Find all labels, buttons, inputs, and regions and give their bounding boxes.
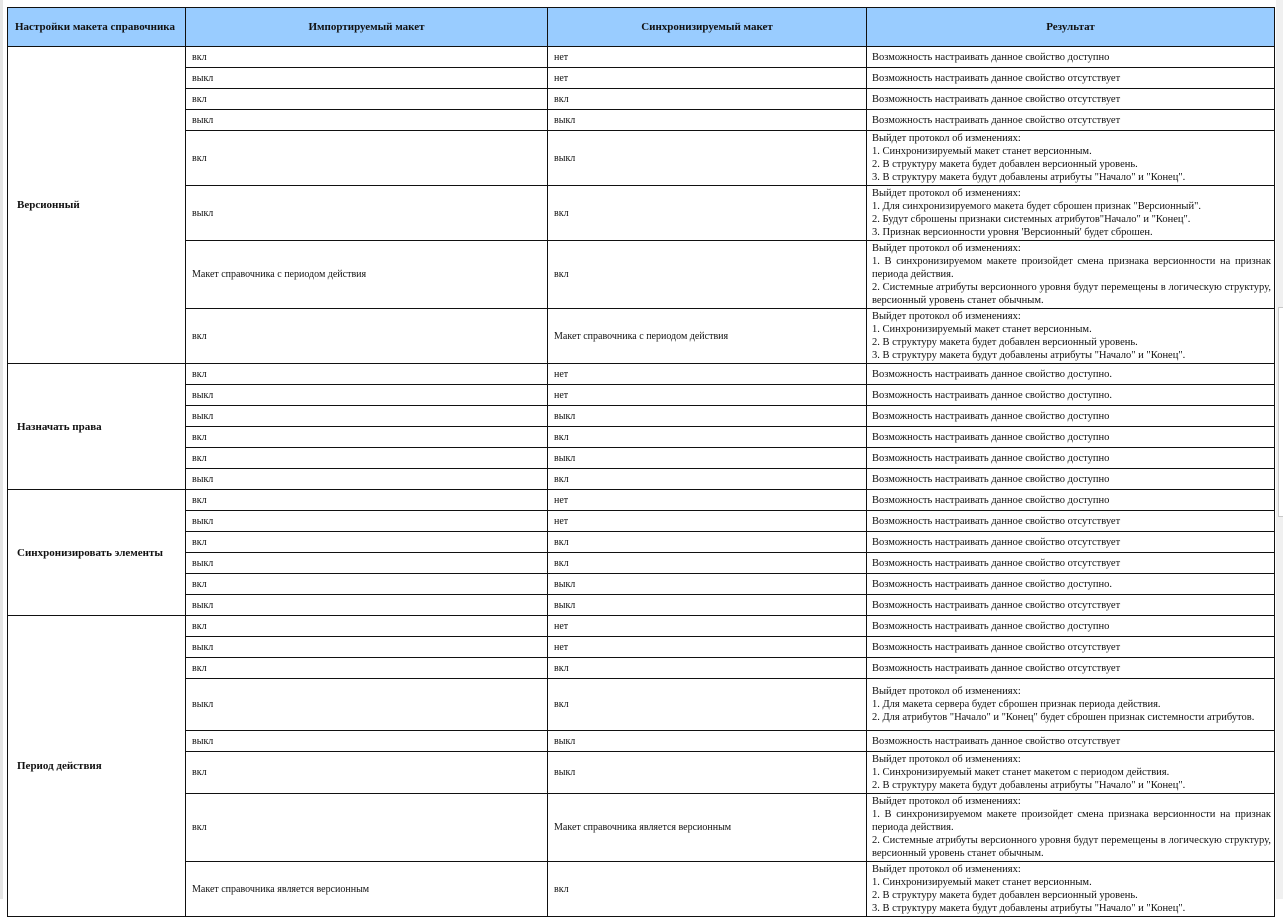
- table-body: [8, 47, 1275, 917]
- result-heading: Выйдет протокол об изменениях:: [872, 686, 1021, 697]
- imported-value: вкл: [186, 532, 548, 553]
- result-line: 1. Синхронизируемый макет станет макетом с периодом действия.: [872, 767, 1170, 778]
- table-row: [8, 616, 1275, 637]
- group-name: Синхронизировать элементы: [8, 490, 186, 616]
- result-line: 1. Синхронизируемый макет станет версионным.: [872, 877, 1092, 888]
- synced-value: нет: [548, 385, 867, 406]
- group-name: Период действия: [8, 616, 186, 917]
- result-value: [867, 574, 1275, 595]
- table-row: [8, 241, 1275, 309]
- synced-value: нет: [548, 616, 867, 637]
- result-line: 2. В структуру макета будут добавлены атрибуты "Начало" и "Конец".: [872, 780, 1186, 791]
- table-row: [8, 595, 1275, 616]
- imported-value: выкл: [186, 731, 548, 752]
- result-heading: Выйдет протокол об изменениях:: [872, 864, 1021, 875]
- result-line: 3. В структуру макета будут добавлены атрибуты "Начало" и "Конец".: [872, 350, 1186, 361]
- synced-value: выкл: [548, 448, 867, 469]
- result-heading: Выйдет протокол об изменениях:: [872, 133, 1021, 144]
- table-row: [8, 731, 1275, 752]
- table-row: [8, 186, 1275, 241]
- table-row: [8, 406, 1275, 427]
- result-line: 1. Для синхронизируемого макета будет сброшен признак "Версионный".: [872, 201, 1202, 212]
- result-value: [867, 553, 1275, 574]
- synced-value: Макет справочника с периодом действия: [548, 309, 867, 364]
- result-value: [867, 110, 1275, 131]
- result-heading: Выйдет протокол об изменениях:: [872, 311, 1021, 322]
- result-line: Возможность настраивать данное свойство отсутствует: [872, 735, 1121, 747]
- result-value: [867, 309, 1275, 364]
- result-line: 1. Для макета сервера будет сброшен признак периода действия.: [872, 699, 1161, 710]
- synced-value: вкл: [548, 469, 867, 490]
- result-line: Возможность настраивать данное свойство доступно.: [872, 368, 1112, 380]
- table-row: [8, 309, 1275, 364]
- synced-value: нет: [548, 47, 867, 68]
- table-row: [8, 427, 1275, 448]
- result-heading: Выйдет протокол об изменениях:: [872, 243, 1021, 254]
- scrollbar-thumb[interactable]: [1278, 307, 1283, 517]
- result-value: [867, 679, 1275, 731]
- result-value: [867, 89, 1275, 110]
- table-row: [8, 89, 1275, 110]
- synced-value: вкл: [548, 553, 867, 574]
- table-row: [8, 47, 1275, 68]
- result-line: 2. В структуру макета будет добавлен версионный уровень.: [872, 159, 1138, 170]
- result-value: [867, 490, 1275, 511]
- result-value: [867, 406, 1275, 427]
- header-settings: Настройки макета справочника: [8, 8, 186, 47]
- result-line: Возможность настраивать данное свойство доступно: [872, 473, 1110, 485]
- result-value: [867, 532, 1275, 553]
- result-line: Возможность настраивать данное свойство отсутствует: [872, 536, 1121, 548]
- imported-value: вкл: [186, 427, 548, 448]
- synced-value: выкл: [548, 731, 867, 752]
- table-row: [8, 794, 1275, 862]
- result-line: 1. В синхронизируемом макете произойдет смена признака версионности на признак периода действия.: [872, 809, 1271, 833]
- result-line: Возможность настраивать данное свойство доступно: [872, 620, 1110, 632]
- synced-value: нет: [548, 637, 867, 658]
- imported-value: выкл: [186, 511, 548, 532]
- result-line: Возможность настраивать данное свойство доступно.: [872, 578, 1112, 590]
- synced-value: вкл: [548, 679, 867, 731]
- result-line: Возможность настраивать данное свойство отсутствует: [872, 114, 1121, 126]
- imported-value: выкл: [186, 68, 548, 89]
- imported-value: выкл: [186, 186, 548, 241]
- imported-value: выкл: [186, 679, 548, 731]
- synced-value: выкл: [548, 595, 867, 616]
- synced-value: выкл: [548, 574, 867, 595]
- result-value: [867, 364, 1275, 385]
- result-line: Возможность настраивать данное свойство отсутствует: [872, 515, 1121, 527]
- imported-value: вкл: [186, 89, 548, 110]
- result-line: 1. Синхронизируемый макет станет версионным.: [872, 146, 1092, 157]
- synced-value: вкл: [548, 89, 867, 110]
- imported-value: выкл: [186, 553, 548, 574]
- table-row: [8, 131, 1275, 186]
- imported-value: вкл: [186, 490, 548, 511]
- result-value: [867, 385, 1275, 406]
- table-row: [8, 679, 1275, 731]
- imported-value: выкл: [186, 469, 548, 490]
- synced-value: выкл: [548, 406, 867, 427]
- result-value: [867, 448, 1275, 469]
- result-line: 2. В структуру макета будет добавлен версионный уровень.: [872, 337, 1138, 348]
- synced-value: вкл: [548, 241, 867, 309]
- result-value: [867, 731, 1275, 752]
- synced-value: вкл: [548, 658, 867, 679]
- synced-value: выкл: [548, 752, 867, 794]
- result-heading: Выйдет протокол об изменениях:: [872, 796, 1021, 807]
- table-row: [8, 658, 1275, 679]
- result-value: [867, 131, 1275, 186]
- synced-value: нет: [548, 490, 867, 511]
- table-row: [8, 574, 1275, 595]
- result-line: 3. В структуру макета будут добавлены атрибуты "Начало" и "Конец".: [872, 172, 1186, 183]
- result-line: Возможность настраивать данное свойство доступно: [872, 410, 1110, 422]
- result-line: Возможность настраивать данное свойство отсутствует: [872, 641, 1121, 653]
- header-result: Результат: [867, 8, 1275, 47]
- result-value: [867, 752, 1275, 794]
- imported-value: вкл: [186, 574, 548, 595]
- result-line: Возможность настраивать данное свойство доступно: [872, 494, 1110, 506]
- result-line: 2. Системные атрибуты версионного уровня будут перемещены в логическую структуру, версионный уровень станет обычным.: [872, 282, 1271, 306]
- result-value: [867, 616, 1275, 637]
- synced-value: выкл: [548, 110, 867, 131]
- synced-value: вкл: [548, 532, 867, 553]
- table-row: [8, 469, 1275, 490]
- synced-value: вкл: [548, 186, 867, 241]
- imported-value: Макет справочника является версионным: [186, 862, 548, 917]
- result-line: 2. В структуру макета будет добавлен версионный уровень.: [872, 890, 1138, 901]
- result-heading: Выйдет протокол об изменениях:: [872, 754, 1021, 765]
- result-value: [867, 658, 1275, 679]
- imported-value: выкл: [186, 406, 548, 427]
- result-line: Возможность настраивать данное свойство доступно.: [872, 389, 1112, 401]
- table-header-row: [8, 8, 1275, 47]
- result-value: [867, 862, 1275, 917]
- group-name: Версионный: [8, 47, 186, 364]
- result-line: 2. Для атрибутов "Начало" и "Конец" будет сброшен признак системности атрибутов.: [872, 712, 1255, 723]
- result-value: [867, 241, 1275, 309]
- result-line: Возможность настраивать данное свойство отсутствует: [872, 557, 1121, 569]
- result-value: [867, 68, 1275, 89]
- header-imported: Импортируемый макет: [186, 8, 548, 47]
- result-line: Возможность настраивать данное свойство отсутствует: [872, 72, 1121, 84]
- result-line: Возможность настраивать данное свойство доступно: [872, 51, 1110, 63]
- synced-value: вкл: [548, 427, 867, 448]
- result-value: [867, 186, 1275, 241]
- result-value: [867, 511, 1275, 532]
- table-row: [8, 448, 1275, 469]
- result-line: 3. Признак версионности уровня 'Версионный' будет сброшен.: [872, 227, 1153, 238]
- table-row: [8, 490, 1275, 511]
- imported-value: вкл: [186, 616, 548, 637]
- imported-value: вкл: [186, 364, 548, 385]
- result-value: [867, 637, 1275, 658]
- result-line: Возможность настраивать данное свойство доступно: [872, 452, 1110, 464]
- imported-value: Макет справочника с периодом действия: [186, 241, 548, 309]
- result-line: 2. Будут сброшены признаки системных атрибутов"Начало" и "Конец".: [872, 214, 1191, 225]
- result-value: [867, 469, 1275, 490]
- page-left-edge: [0, 0, 3, 899]
- result-line: Возможность настраивать данное свойство отсутствует: [872, 93, 1121, 105]
- table-row: [8, 511, 1275, 532]
- group-name: Назначать права: [8, 364, 186, 490]
- imported-value: вкл: [186, 309, 548, 364]
- table-row: [8, 364, 1275, 385]
- imported-value: выкл: [186, 637, 548, 658]
- result-value: [867, 794, 1275, 862]
- imported-value: выкл: [186, 385, 548, 406]
- header-synced: Синхронизируемый макет: [548, 8, 867, 47]
- imported-value: вкл: [186, 131, 548, 186]
- synced-value: нет: [548, 511, 867, 532]
- layout-settings-table: [7, 7, 1275, 917]
- synced-value: выкл: [548, 131, 867, 186]
- result-value: [867, 595, 1275, 616]
- table-row: [8, 110, 1275, 131]
- result-line: Возможность настраивать данное свойство доступно: [872, 431, 1110, 443]
- table-row: [8, 752, 1275, 794]
- result-line: 1. В синхронизируемом макете произойдет смена признака версионности на признак периода действия.: [872, 256, 1271, 280]
- imported-value: вкл: [186, 47, 548, 68]
- imported-value: вкл: [186, 752, 548, 794]
- imported-value: вкл: [186, 448, 548, 469]
- result-value: [867, 47, 1275, 68]
- synced-value: вкл: [548, 862, 867, 917]
- table-row: [8, 637, 1275, 658]
- result-line: 2. Системные атрибуты версионного уровня будут перемещены в логическую структуру, версионный уровень станет обычным.: [872, 835, 1271, 859]
- table-row: [8, 862, 1275, 917]
- imported-value: выкл: [186, 595, 548, 616]
- result-line: 3. В структуру макета будут добавлены атрибуты "Начало" и "Конец".: [872, 903, 1186, 914]
- imported-value: вкл: [186, 794, 548, 862]
- result-line: 1. Синхронизируемый макет станет версионным.: [872, 324, 1092, 335]
- result-line: Возможность настраивать данное свойство отсутствует: [872, 599, 1121, 611]
- result-value: [867, 427, 1275, 448]
- imported-value: выкл: [186, 110, 548, 131]
- table-row: [8, 532, 1275, 553]
- result-heading: Выйдет протокол об изменениях:: [872, 188, 1021, 199]
- table-row: [8, 68, 1275, 89]
- table-row: [8, 385, 1275, 406]
- synced-value: Макет справочника является версионным: [548, 794, 867, 862]
- imported-value: вкл: [186, 658, 548, 679]
- result-line: Возможность настраивать данное свойство отсутствует: [872, 662, 1121, 674]
- synced-value: нет: [548, 364, 867, 385]
- synced-value: нет: [548, 68, 867, 89]
- table-row: [8, 553, 1275, 574]
